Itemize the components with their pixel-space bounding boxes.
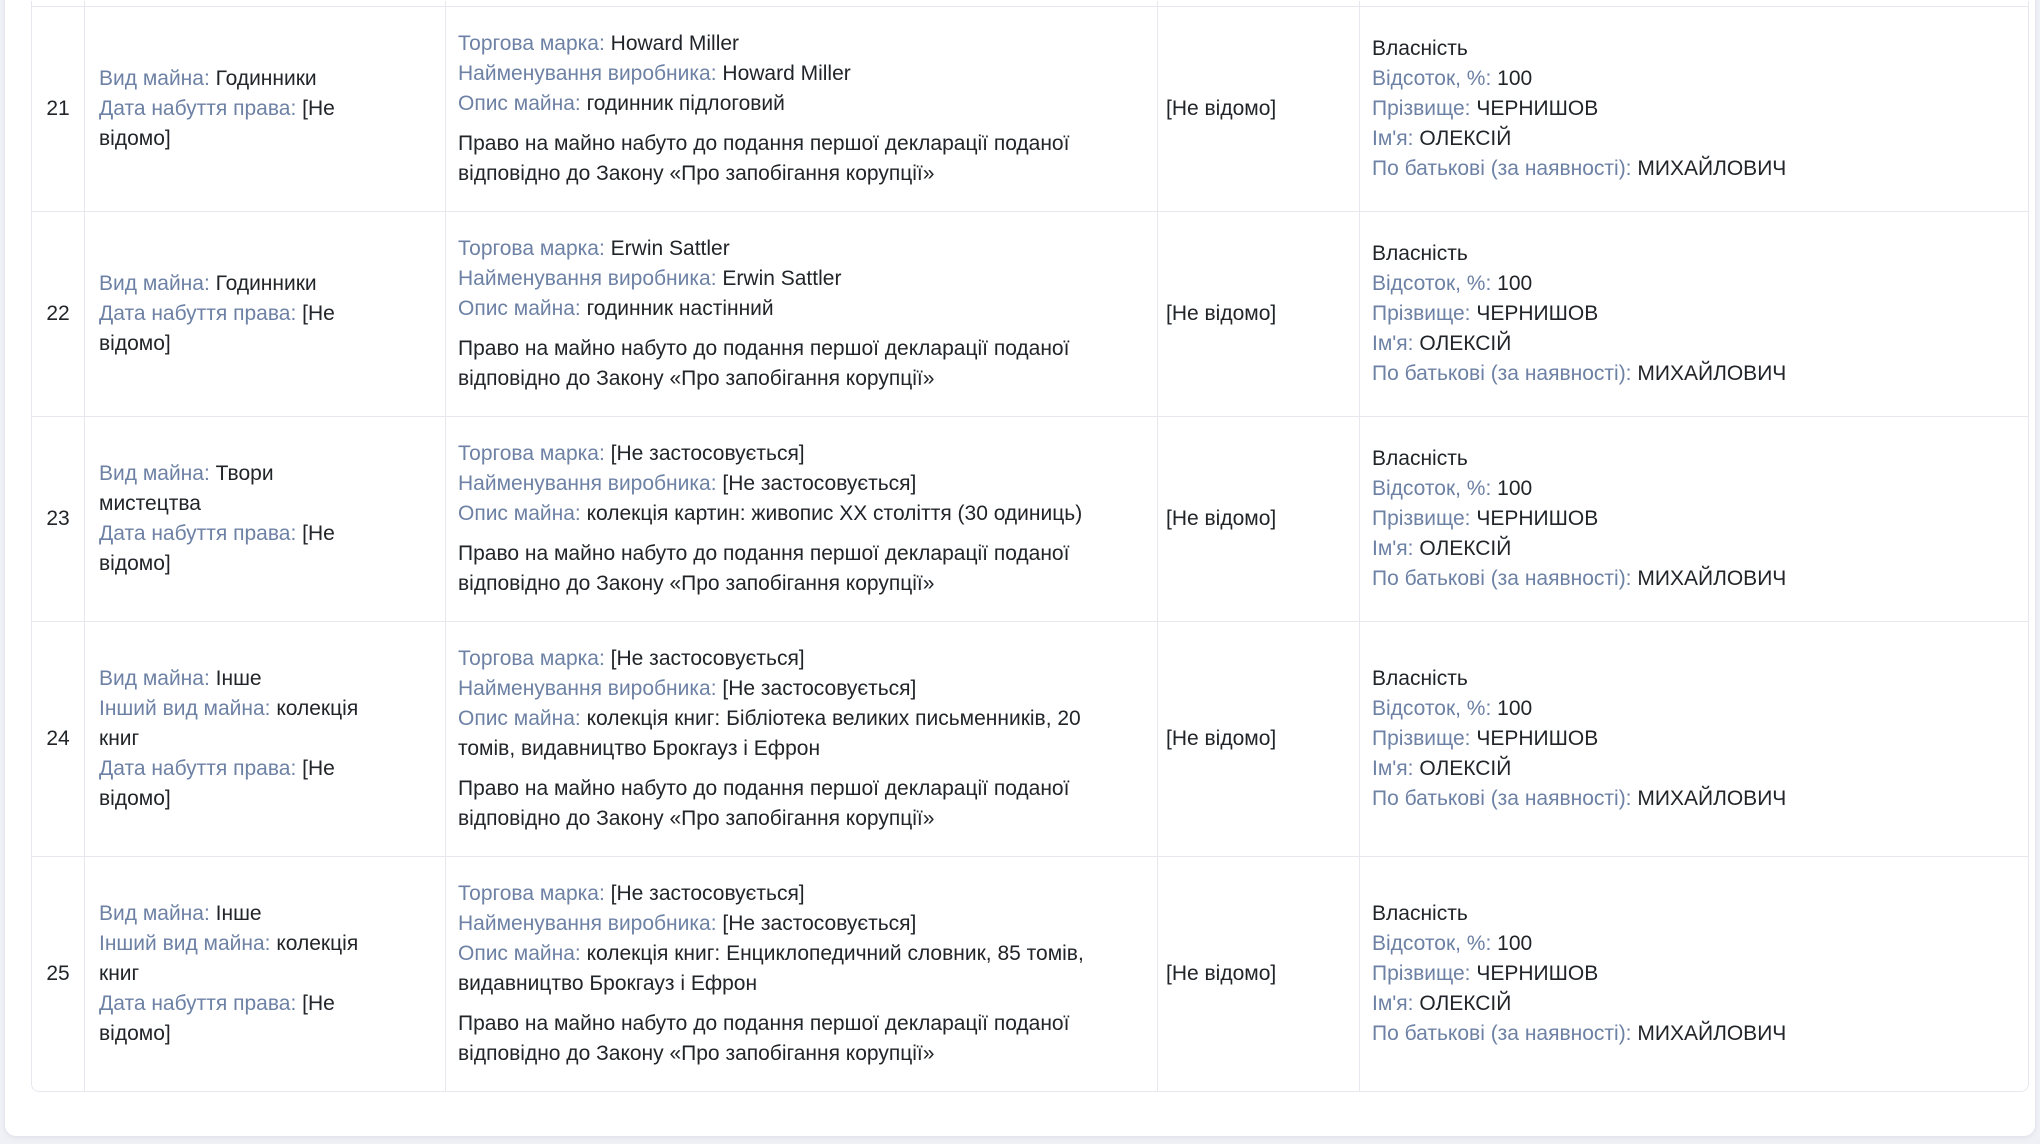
field-row [458,499,1127,529]
table-row [32,6,2028,211]
description-fields [458,439,1127,529]
field-label: Вид майна: [99,462,210,485]
field-row [1372,299,1786,329]
description-cell [445,622,1157,856]
row-number-cell [32,212,84,416]
field-value: ЧЕРНИШОВ [1476,302,1599,325]
field-row [1372,154,1786,184]
status-cell [1157,212,1359,416]
row-number-cell [32,622,84,856]
field-value: Годинники [215,67,317,90]
field-label: Опис майна: [458,502,581,525]
status-value: [Не відомо] [1166,507,1277,530]
field-label: По батькові (за наявності): [1372,157,1632,180]
field-value: Erwin Sattler [610,237,730,260]
ownership-type: Власність [1372,447,1468,470]
field-row [99,299,371,359]
status-value: [Не відомо] [1166,97,1277,120]
field-value: МИХАЙЛОВИЧ [1637,1022,1787,1045]
ownership-content [1372,899,1786,1049]
field-value: ОЛЕКСІЙ [1419,332,1512,355]
field-row [458,264,1127,294]
field-row [99,694,371,754]
field-value: 100 [1497,932,1533,955]
field-label: По батькові (за наявності): [1372,1022,1632,1045]
field-row [458,674,1127,704]
field-label: Ім'я: [1372,332,1414,355]
field-value: Howard Miller [610,32,740,55]
field-label: Дата набуття права: [99,522,297,545]
field-value: колекція книг [99,697,359,750]
field-value: колекція книг: Енциклопедичний словник, 85 томів, видавництво Брокгауз і Ефрон [458,942,1084,995]
field-value: ОЛЕКСІЙ [1419,757,1512,780]
field-value: годинник настінний [586,297,774,320]
field-label: Торгова марка: [458,237,605,260]
property-type-fields [99,899,371,1049]
field-value: МИХАЙЛОВИЧ [1637,157,1787,180]
field-row [1372,329,1786,359]
description-content [458,234,1127,394]
field-value: Інше [215,667,262,690]
ownership-cell [1359,622,2028,856]
field-label: Інший вид майна: [99,697,271,720]
description-content [458,29,1127,189]
row-number-cell [32,7,84,211]
status-cell [1157,622,1359,856]
row-number: 24 [46,727,70,750]
field-row [458,234,1127,264]
ownership-fields [1372,474,1786,594]
field-value: [Не застосовується] [610,647,805,670]
field-row [458,59,1127,89]
field-value: Erwin Sattler [722,267,842,290]
property-type-cell [84,7,445,211]
ownership-content [1372,34,1786,184]
field-label: Вид майна: [99,272,210,295]
ownership-type: Власність [1372,667,1468,690]
description-cell [445,7,1157,211]
field-row [458,644,1127,674]
ownership-type: Власність [1372,242,1468,265]
ownership-type: Власність [1372,37,1468,60]
field-label: Ім'я: [1372,757,1414,780]
field-row [1372,694,1786,724]
status-cell [1157,417,1359,621]
field-label: Дата набуття права: [99,97,297,120]
field-value: [Не застосовується] [722,472,917,495]
field-row [458,294,1127,324]
table-row [32,621,2028,856]
table-row-sliver [32,1,2028,6]
property-type-cell [84,417,445,621]
field-row [99,459,371,519]
ownership-fields [1372,694,1786,814]
field-value: Howard Miller [722,62,851,85]
field-value: колекція картин: живопис ХХ століття (30 одиниць) [586,502,1083,525]
field-row [99,899,371,929]
field-label: Прізвище: [1372,962,1471,985]
acquisition-note: Право на майно набуто до подання першої декларації поданої відповідно до Закону «Про запобігання корупції» [458,777,1070,830]
table-row [32,211,2028,416]
field-label: Відсоток, %: [1372,477,1492,500]
field-value: МИХАЙЛОВИЧ [1637,567,1787,590]
field-label: Відсоток, %: [1372,697,1492,720]
field-value: МИХАЙЛОВИЧ [1637,787,1787,810]
field-row [1372,784,1786,814]
field-row [99,519,371,579]
field-value: [Не відомо] [99,302,335,355]
row-number-cell [32,857,84,1091]
field-label: Дата набуття права: [99,302,297,325]
description-fields [458,879,1127,999]
status-value: [Не відомо] [1166,302,1277,325]
field-label: Вид майна: [99,67,210,90]
field-value: ЧЕРНИШОВ [1476,727,1599,750]
field-value: [Не застосовується] [722,912,917,935]
field-row [1372,474,1786,504]
field-label: Дата набуття права: [99,992,297,1015]
field-value: [Не застосовується] [610,442,805,465]
ownership-content [1372,444,1786,594]
description-content [458,644,1127,834]
field-value: ОЛЕКСІЙ [1419,127,1512,150]
field-value: 100 [1497,67,1533,90]
field-label: Торгова марка: [458,647,605,670]
field-label: Найменування виробника: [458,472,717,495]
field-label: Торгова марка: [458,882,605,905]
field-label: Найменування виробника: [458,677,717,700]
field-row [458,439,1127,469]
field-label: Відсоток, %: [1372,932,1492,955]
field-label: Найменування виробника: [458,267,717,290]
field-row [458,909,1127,939]
field-value: [Не відомо] [99,757,335,810]
field-label: Опис майна: [458,297,581,320]
field-row [1372,94,1786,124]
field-label: Прізвище: [1372,727,1471,750]
field-label: По батькові (за наявності): [1372,787,1632,810]
description-fields [458,644,1127,764]
description-content [458,439,1127,599]
field-row [458,469,1127,499]
field-label: Опис майна: [458,707,581,730]
field-value: ЧЕРНИШОВ [1476,962,1599,985]
field-value: МИХАЙЛОВИЧ [1637,362,1787,385]
property-type-fields [99,459,371,579]
ownership-cell [1359,857,2028,1091]
row-number: 23 [46,507,70,530]
ownership-fields [1372,269,1786,389]
field-label: Найменування виробника: [458,62,717,85]
field-label: Торгова марка: [458,32,605,55]
field-label: Відсоток, %: [1372,272,1492,295]
field-row [458,704,1127,764]
status-cell [1157,7,1359,211]
field-value: Твори мистецтва [99,462,274,515]
table-row [32,416,2028,621]
description-cell [445,857,1157,1091]
field-value: ЧЕРНИШОВ [1476,507,1599,530]
description-cell [445,417,1157,621]
status-cell [1157,857,1359,1091]
field-row [1372,959,1786,989]
field-value: 100 [1497,697,1533,720]
field-value: ОЛЕКСІЙ [1419,537,1512,560]
property-type-cell [84,622,445,856]
field-value: ОЛЕКСІЙ [1419,992,1512,1015]
field-label: Опис майна: [458,92,581,115]
field-value: [Не відомо] [99,992,335,1045]
field-value: 100 [1497,477,1533,500]
ownership-cell [1359,417,2028,621]
field-label: Дата набуття права: [99,757,297,780]
description-content [458,879,1127,1069]
row-number-cell [32,417,84,621]
field-row [1372,269,1786,299]
property-type-fields [99,269,371,359]
field-value: ЧЕРНИШОВ [1476,97,1599,120]
field-row [1372,724,1786,754]
field-row [1372,564,1786,594]
field-row [1372,754,1786,784]
field-row [458,89,1127,119]
ownership-content [1372,239,1786,389]
field-row [1372,534,1786,564]
field-row [1372,1019,1786,1049]
field-label: Опис майна: [458,942,581,965]
field-row [458,939,1127,999]
field-label: По батькові (за наявності): [1372,362,1632,385]
field-value: колекція книг [99,932,359,985]
field-label: Вид майна: [99,667,210,690]
field-row [458,879,1127,909]
field-value: Інше [215,902,262,925]
ownership-cell [1359,212,2028,416]
field-label: Прізвище: [1372,302,1471,325]
property-type-cell [84,857,445,1091]
field-label: Ім'я: [1372,537,1414,560]
acquisition-note: Право на майно набуто до подання першої декларації поданої відповідно до Закону «Про запобігання корупції» [458,337,1070,390]
description-fields [458,234,1127,324]
field-label: Найменування виробника: [458,912,717,935]
field-value: колекція книг: Бібліотека великих письменників, 20 томів, видавництво Брокгауз і Ефрон [458,707,1081,760]
field-label: Інший вид майна: [99,932,271,955]
row-number: 21 [46,97,70,120]
property-type-fields [99,664,371,814]
field-row [1372,504,1786,534]
field-row [1372,64,1786,94]
field-row [1372,124,1786,154]
field-label: Відсоток, %: [1372,67,1492,90]
field-row [1372,359,1786,389]
field-row [99,64,371,94]
field-value: годинник підлоговий [586,92,785,115]
acquisition-note: Право на майно набуто до подання першої декларації поданої відповідно до Закону «Про запобігання корупції» [458,542,1070,595]
acquisition-note: Право на майно набуто до подання першої декларації поданої відповідно до Закону «Про запобігання корупції» [458,132,1070,185]
ownership-fields [1372,929,1786,1049]
field-label: По батькові (за наявності): [1372,567,1632,590]
row-number: 25 [46,962,70,985]
property-type-fields [99,64,371,154]
field-value: [Не відомо] [99,97,335,150]
field-label: Ім'я: [1372,992,1414,1015]
field-value: Годинники [215,272,317,295]
description-fields [458,29,1127,119]
table-row [32,856,2028,1091]
field-label: Вид майна: [99,902,210,925]
status-value: [Не відомо] [1166,962,1277,985]
acquisition-note: Право на майно набуто до подання першої декларації поданої відповідно до Закону «Про запобігання корупції» [458,1012,1070,1065]
description-cell [445,212,1157,416]
field-row [458,29,1127,59]
ownership-fields [1372,64,1786,184]
field-label: Прізвище: [1372,97,1471,120]
ownership-type: Власність [1372,902,1468,925]
field-row [99,989,371,1049]
field-row [99,269,371,299]
ownership-content [1372,664,1786,814]
field-row [99,94,371,154]
row-number: 22 [46,302,70,325]
field-row [1372,929,1786,959]
field-label: Ім'я: [1372,127,1414,150]
field-value: 100 [1497,272,1533,295]
content-card [4,0,2036,1137]
ownership-cell [1359,7,2028,211]
field-row [99,754,371,814]
field-value: [Не відомо] [99,522,335,575]
field-row [1372,989,1786,1019]
field-value: [Не застосовується] [610,882,805,905]
field-row [99,929,371,989]
declarations-table [31,1,2029,1092]
field-value: [Не застосовується] [722,677,917,700]
field-label: Прізвище: [1372,507,1471,530]
field-row [99,664,371,694]
field-label: Торгова марка: [458,442,605,465]
status-value: [Не відомо] [1166,727,1277,750]
property-type-cell [84,212,445,416]
